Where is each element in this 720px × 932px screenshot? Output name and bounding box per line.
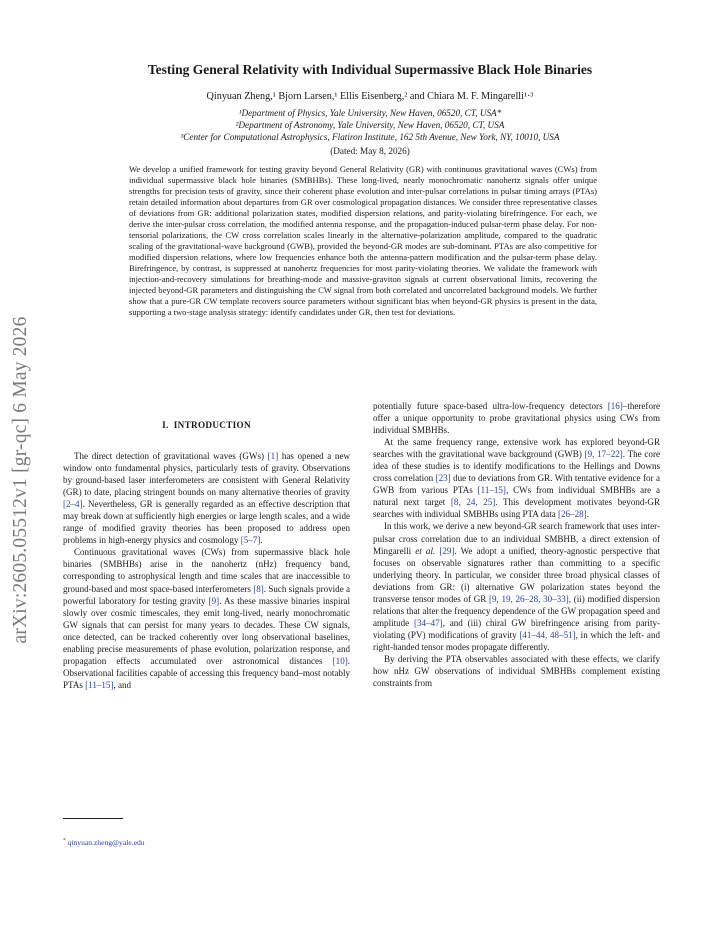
section-heading bbox=[63, 420, 350, 430]
footnote-rule bbox=[63, 818, 123, 819]
citation-link[interactable]: [8, 24, 25] bbox=[450, 497, 496, 508]
body-text: , and (iii) chiral GW birefringence arising from parity-violating (PV) modifications of gravity bbox=[373, 617, 660, 640]
body-text: At the same frequency range, extensive work has explored beyond-GR searches with the gravitational wave background (GWB) bbox=[373, 437, 660, 460]
section-title: INTRODUCTION bbox=[173, 420, 251, 430]
citation-link[interactable]: [23] bbox=[435, 473, 451, 484]
affiliation-1: ¹Department of Physics, Yale University, New Haven, 06520, CT, USA* bbox=[238, 108, 502, 118]
paragraph bbox=[373, 653, 660, 689]
citation-link[interactable]: [16] bbox=[607, 401, 623, 411]
paragraph bbox=[373, 400, 660, 436]
paragraph bbox=[63, 450, 350, 546]
body-text: Continuous gravitational waves (CWs) from supermassive black hole binaries (SMBHBs) arise in the nanohertz (nHz) frequency band, corresponding to astrophysical length and time scales that are inaccessible to ground-based and most space-based interferometers bbox=[63, 547, 350, 594]
arxiv-id: arXiv:2605.05512v1 [gr-qc] 6 May 2026 bbox=[10, 316, 31, 644]
section-number: I. bbox=[162, 420, 169, 430]
footnote-marker: * bbox=[63, 837, 66, 844]
citation-link[interactable]: [9] bbox=[208, 595, 220, 606]
arxiv-identifier-sidebar bbox=[0, 270, 42, 690]
paper-title: Testing General Relativity with Individual Supermassive Black Hole Binaries bbox=[147, 62, 593, 77]
citation-link[interactable]: [10] bbox=[332, 655, 348, 666]
right-column bbox=[373, 400, 660, 689]
body-text: . The core idea of these studies is to identify modifications to the Hellings and Downs cross correlation bbox=[373, 449, 660, 484]
body-text: due to deviations from GR. With tentative evidence for a GWB from various PTAs bbox=[373, 473, 660, 496]
affiliation-2: ²Department of Astronomy, Yale University, New Haven, 06520, CT, USA bbox=[235, 120, 505, 130]
paragraph bbox=[373, 520, 660, 653]
body-text: . This development motivates beyond-GR searches with individual SMBHBs using PTA data bbox=[373, 497, 660, 520]
body-text: , in which the left- and right-handed tensor modes propagate differently. bbox=[373, 629, 660, 652]
citation-link[interactable]: [41–44, 48–51] bbox=[519, 629, 576, 640]
left-column bbox=[63, 450, 350, 691]
body-text: . bbox=[586, 509, 589, 520]
author-list: Qinyuan Zheng,¹ Bjorn Larsen,¹ Ellis Eisenberg,² and Chiara M. F. Mingarelli¹·³ bbox=[206, 91, 534, 102]
body-text: In this work, we derive a new beyond-GR search framework that uses inter-pulsar cross correlation due to an individual SMBHB, a direct extension of Mingarelli bbox=[373, 521, 660, 556]
footnote bbox=[63, 838, 145, 847]
italic-text: et al. bbox=[415, 545, 436, 556]
citation-link[interactable]: [29] bbox=[439, 545, 455, 556]
abstract: We develop a unified framework for testing gravity beyond General Relativity (GR) with continuous gravitational waves (CWs) from individual supermassive black hole binaries (SMBHBs). These long-lived, nearly monochromatic nanohertz signals offer unique strengths for precision tests of gravity, since their coherent phase evolution and inter-pulsar correlations in pulsar timing arrays (PTAs) retain detailed information about departures from GR over cosmological propagation distances. We consider three representative classes of deviations from GR: additional polarization states, modified dispersion relations, and parity-violating birefringence. For each, we derive the inter-pulsar cross correlation, the modified antenna response, and the propagation-induced pulsar-term phase delay. For non-tensorial polarizations, the CW cross correlation scales linearly in the alternative-polarization amplitude, compared to the quadratic scaling of the gravitational-wave background (GWB), provided the beyond-GR modes are sub-dominant. PTAs are also competitive for modified dispersion relations, where low frequencies enhance both the antenna-pattern modification and the pulsar-term phase delay. Birefringence, by contrast, is suppressed at nanohertz frequencies for most parity-violating theories. We validate the framework with injection-and-recovery simulations for breathing-mode and massive-graviton signals at current observational limits, recovering the injected beyond-GR parameters and distinguishing the CW signal from both correlated and uncorrelated background models. We further show that a pure-GR CW template recovers source parameters without significant bias when beyond-GR physics is present in the data, supporting a two-stage analysis strategy: identify candidates under GR, then test for deviations. bbox=[129, 164, 597, 317]
body-text: has opened a new window onto fundamental physics, particularly tests of gravity. Observations by ground-based laser interferometers are consistent with General Relativity (GR) to date, placing stringent bounds on many alternative theories of gravity bbox=[63, 451, 350, 498]
body-text: , CWs from individual SMBHBs are a natural next target bbox=[373, 485, 660, 508]
date-line: (Dated: May 8, 2026) bbox=[330, 146, 410, 156]
citation-link[interactable]: [34–47] bbox=[413, 617, 443, 628]
body-text: By deriving the PTA observables associated with these effects, we clarify how nHz GW observations of individual SMBHBs complement existing constraints from bbox=[373, 653, 660, 689]
body-text: potentially future space-based ultra-low-frequency detectors bbox=[373, 401, 608, 411]
body-text: . We adopt a unified, theory-agnostic perspective that focuses on observable signatures rather than committing to a specific underlying theory. In particular, we consider three broad physical classes of deviations from GR: (i) alternative GW polarization states beyond the transverse tensor modes of GR bbox=[373, 545, 661, 604]
citation-link[interactable]: [1] bbox=[267, 451, 279, 461]
body-text: . bbox=[260, 535, 263, 546]
body-text: . Such signals provide a powerful laboratory for testing gravity bbox=[63, 583, 350, 606]
body-text: , (ii) modified dispersion relations that alter the frequency dependence of the GW propagation speed and amplitude bbox=[373, 593, 660, 628]
author-email-link[interactable]: qinyuan.zheng@yale.edu bbox=[67, 838, 145, 847]
citation-link[interactable]: [2–4] bbox=[63, 499, 83, 510]
citation-link[interactable]: [26–28] bbox=[557, 509, 587, 520]
citation-link[interactable]: [11–15] bbox=[477, 485, 506, 496]
body-text: , and bbox=[113, 679, 132, 690]
body-text: . Observational facilities capable of accessing this frequency band–most notably PTAs bbox=[63, 655, 350, 690]
body-text: . Nevertheless, GR is generally regarded as an effective description that may break down at sufficiently high energies or large length scales, and a wide range of modified gravity theories has been proposed to address open problems in high-energy physics and cosmology bbox=[63, 499, 350, 546]
affiliation-3: ³Center for Computational Astrophysics, Flatiron Institute, 162 5th Avenue, New York, NY, 10010, USA bbox=[180, 132, 560, 142]
citation-link[interactable]: [8] bbox=[253, 583, 264, 594]
body-text: –therefore offer a unique opportunity to probe gravitational physics using CWs from individual SMBHBs. bbox=[373, 401, 660, 436]
body-text: The direct detection of gravitational waves (GWs) bbox=[74, 451, 268, 461]
citation-link[interactable]: [9, 19, 26–28, 30–33] bbox=[489, 593, 569, 604]
paragraph bbox=[373, 436, 660, 520]
citation-link[interactable]: [11–15] bbox=[85, 679, 114, 690]
paragraph bbox=[63, 546, 350, 691]
citation-link[interactable]: [9, 17–22] bbox=[584, 449, 623, 460]
citation-link[interactable]: [5–7] bbox=[240, 535, 261, 546]
body-text: . As these massive binaries inspiral slowly over cosmic timescales, they emit long-lived, nearly monochromatic GW signals that can persist for many years to decades. These CW signals, once detected, can be tracked coherently over long observational baselines, enabling precise measurements of phase evolution, polarization response, and propagation effects accumulated over astronomical distances bbox=[63, 595, 350, 666]
